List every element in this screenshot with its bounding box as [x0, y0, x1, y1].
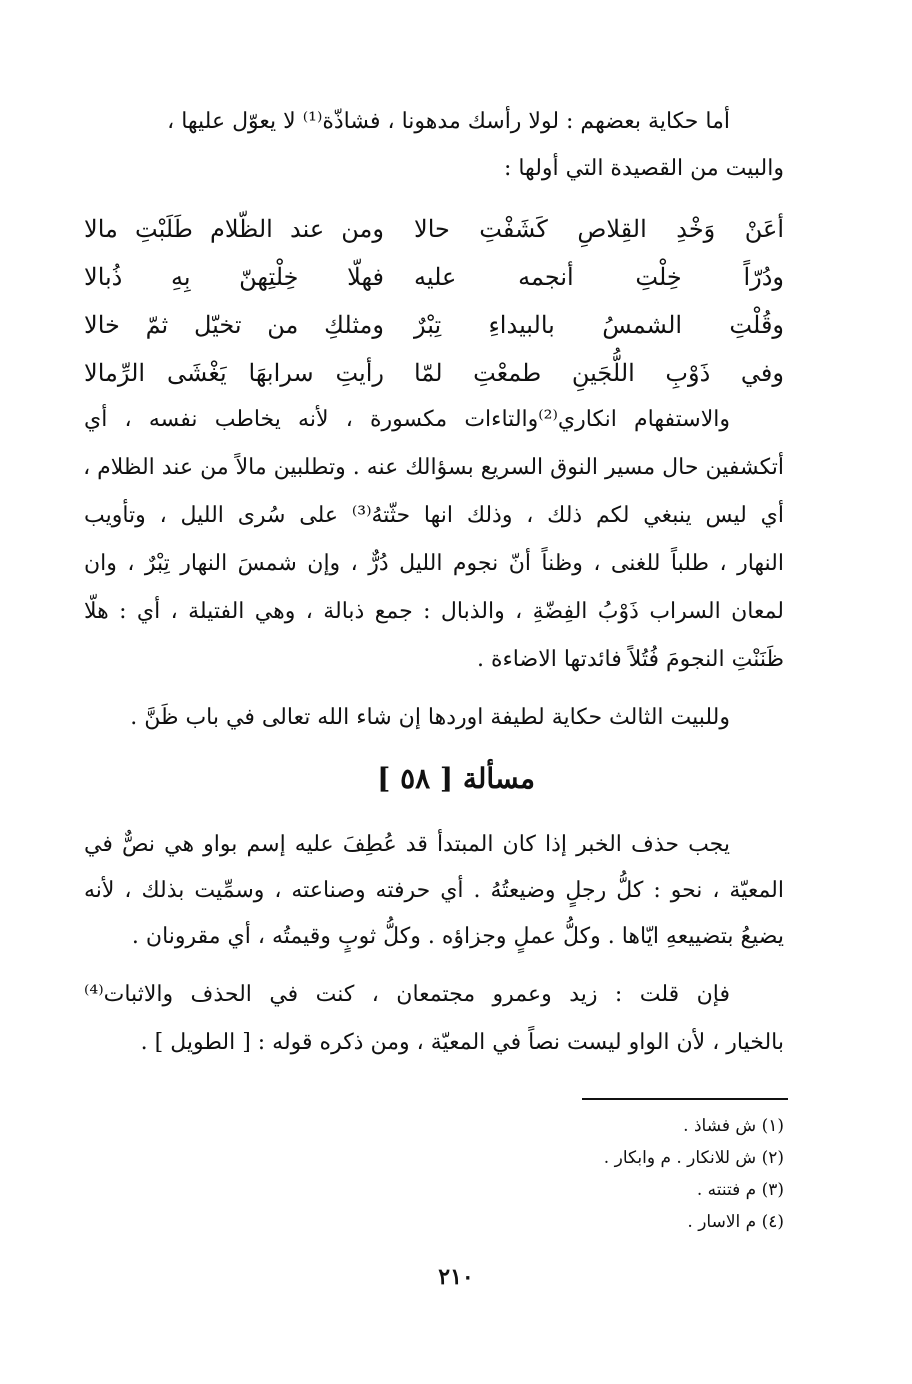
commentary-line-1: والاستفهام انكاري⁽²⁾والتاءات مكسورة ، لأنه يخاطب نفسه ، أي [84, 407, 730, 432]
para2-line-2: بالخيار ، لأن الواو ليست نصاً في المعيّة ، ومن ذكره قوله : [ الطويل ] . [140, 1030, 784, 1055]
section-heading: مسألة [ ٥٨ ] [377, 762, 535, 795]
para1-line-3: يضيعُ بتضييعهِ ايّاها . وكلُّ عملٍ وجزاؤه . وكلُّ ثوبٍ وقيمتُه ، أي مقرونان . [131, 924, 784, 949]
para1-line-1: يجب حذف الخبر إذا كان المبتدأ قد عُطِفَ عليه إسم بواو هي نصٌّ في [84, 832, 730, 857]
intro-line-1: أما حكاية بعضهم : لولا رأسك مدهونا ، فشاذّة⁽¹⁾ لا يعوّل عليها ، [167, 109, 730, 134]
closing-line: وللبيت الثالث حكاية لطيفة اوردها إن شاء الله تعالى في باب ظَنَّ . [130, 705, 730, 730]
verse-3 [84, 302, 784, 348]
page-number: ٢١٠ [438, 1264, 474, 1290]
footnote-1: (١) ش فشاذ . [683, 1116, 784, 1136]
footnote-3: (٣) م فتنته . [696, 1180, 784, 1200]
para2-line-1: فإن قلت : زيد وعمرو مجتمعان ، كنت في الحذف والاثبات⁽⁴⁾ [84, 982, 730, 1007]
commentary-line-4: النهار ، طلباً للغنى ، وظناً أنّ نجوم الليل دُرٌّ ، وإن شمسَ النهار تِبْرٌ ، وان [84, 551, 784, 576]
commentary-line-3: أي ليس ينبغي لكم ذلك ، وذلك انها حثّتهُ⁽³⁾ على سُرى الليل ، وتأويب [84, 503, 784, 528]
verse-4 [84, 350, 784, 396]
verse-1 [84, 206, 784, 252]
commentary-line-2: أتكشفين حال مسير النوق السريع بسؤالك عنه . وتطلبين مالاً من عند الظلام ، [83, 455, 784, 480]
footnote-divider [582, 1098, 788, 1100]
verse-4-second-hemistich: رأيتِ سرابهَا يَغْشَى الرِّمالا [84, 359, 384, 387]
verse-4-first-hemistich: وفي ذَوْبِ اللُّجَينِ طمعْتِ لمّا [414, 359, 784, 387]
verse-1-first-hemistich: أعَنْ وَخْدِ القِلاصِ كَشَفْتِ حالا [414, 215, 784, 243]
verse-2-first-hemistich: ودُرّاً خِلْتِ أنجمه عليه [414, 263, 784, 291]
footnote-4: (٤) م الاسار . [687, 1212, 784, 1232]
verse-3-first-hemistich: وقُلْتِ الشمسُ بالبيداءِ تِبْرٌ [414, 311, 784, 339]
commentary-line-5: لمعان السراب ذَوْبُ الفِضّةِ ، والذبال : جمع ذبالة ، وهي الفتيلة ، أي : هلّا [84, 599, 784, 624]
intro-line-2: والبيت من القصيدة التي أولها : [503, 156, 784, 181]
verse-1-second-hemistich: ومن عند الظّلام طَلَبْتِ مالا [84, 215, 384, 243]
para1-line-2: المعيّة ، نحو : كلُّ رجلٍ وضيعتُهُ . أي حرفته وصناعته ، وسمِّيت بذلك ، لأنه [84, 878, 784, 903]
verse-2-second-hemistich: فهلّا خِلْتِهنّ بِهِ ذُبالا [84, 263, 384, 291]
footnote-2: (٢) ش للانكار . م وابكار . [603, 1148, 784, 1168]
commentary-line-6: ظَنَنْتِ النجومَ فُتُلاً فائدتها الاضاءة . [476, 647, 784, 672]
verse-3-second-hemistich: ومثلكِ من تخيّل ثمّ خالا [84, 311, 384, 339]
verse-2 [84, 254, 784, 300]
